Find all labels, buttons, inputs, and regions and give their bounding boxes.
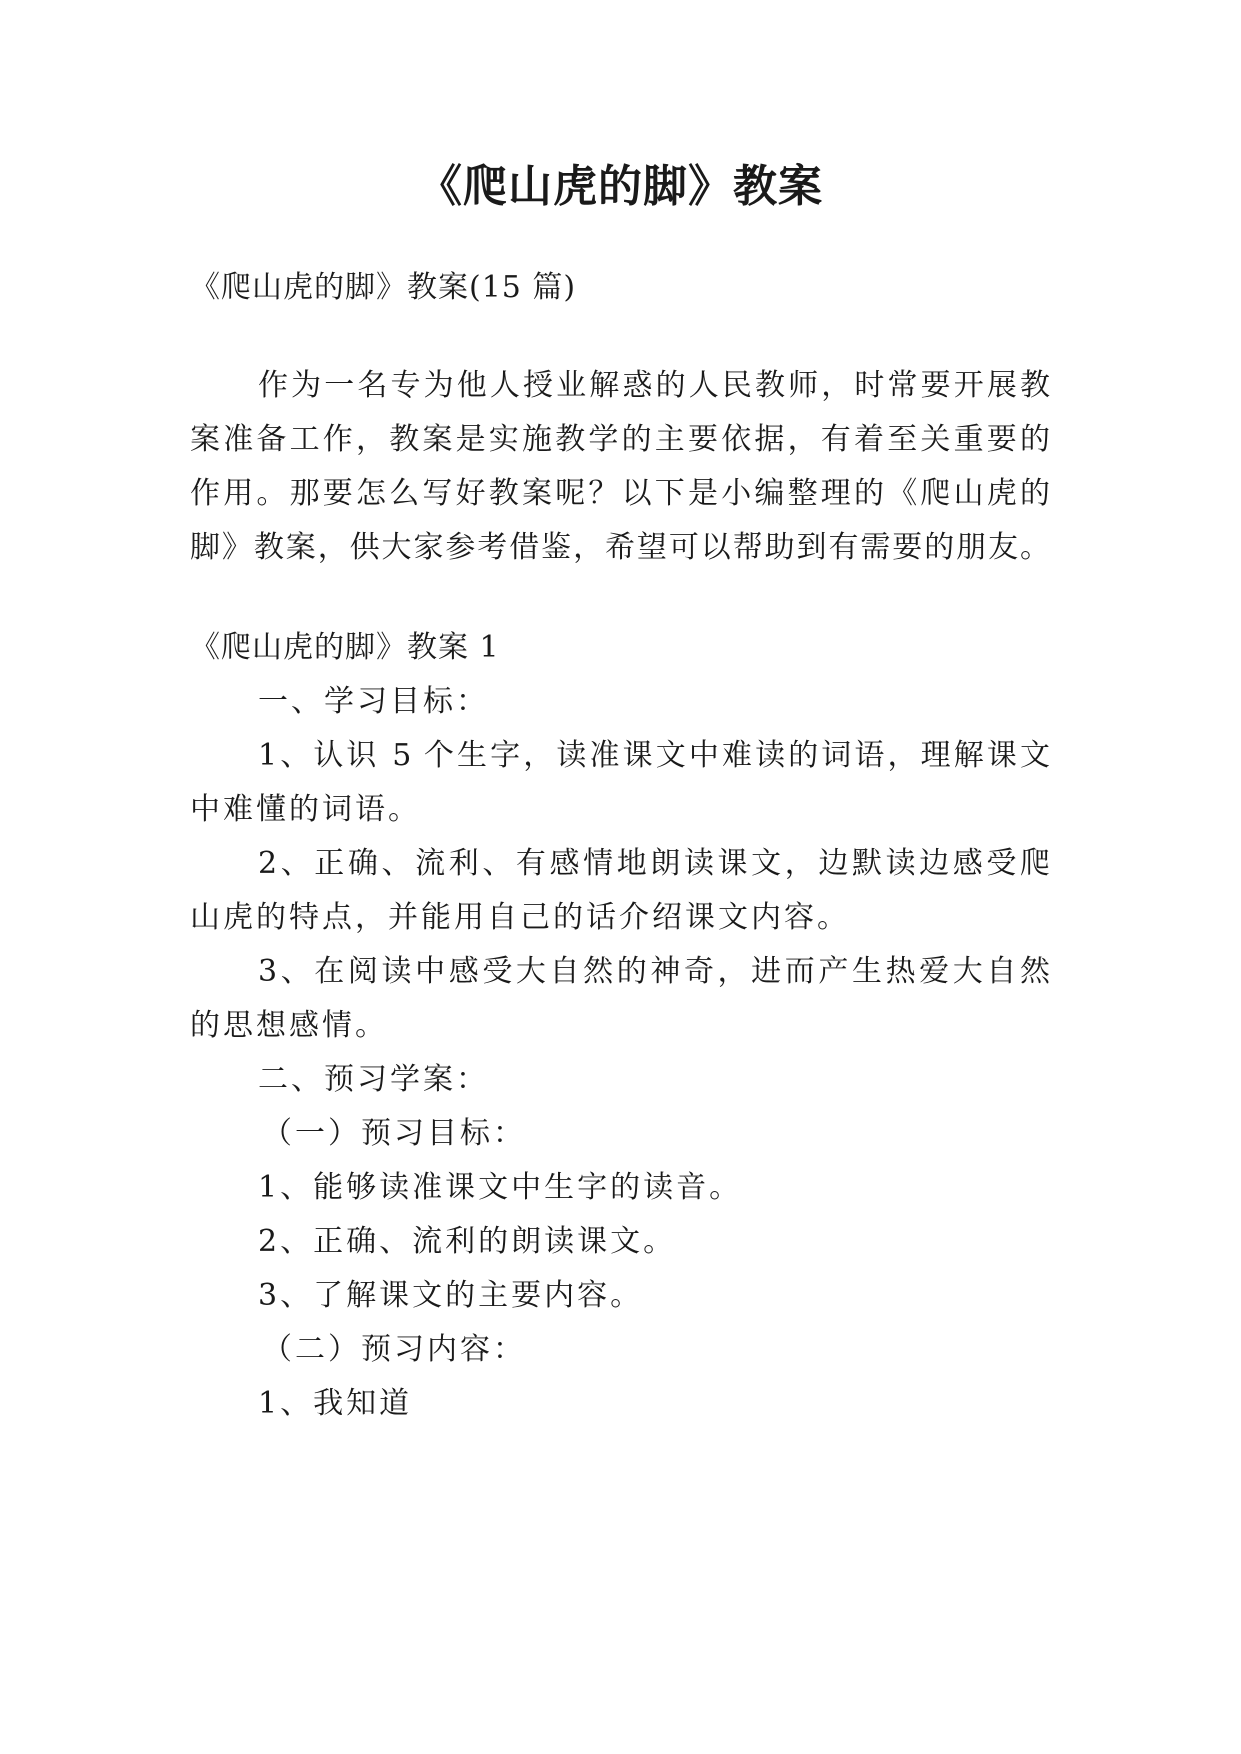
- section-heading: 《爬山虎的脚》教案 1: [190, 630, 500, 665]
- body-line-7: 的思想感情。: [190, 1008, 388, 1043]
- body-line-8: 二、预习学案：: [258, 1062, 489, 1097]
- document-title: 《爬山虎的脚》教案: [418, 161, 823, 212]
- body-line-2: 1、认识 5 个生字，读准课文中难读的词语，理解课文: [258, 738, 1050, 773]
- intro-line-2: 案准备工作，教案是实施教学的主要依据，有着至关重要的: [190, 422, 1050, 457]
- body-line-9: （一）预习目标：: [262, 1116, 526, 1151]
- body-line-11: 2、正确、流利的朗读课文。: [258, 1224, 677, 1259]
- body-line-14: 1、我知道: [258, 1386, 413, 1421]
- body-line-6: 3、在阅读中感受大自然的神奇，进而产生热爱大自然: [258, 954, 1050, 989]
- document-subtitle: 《爬山虎的脚》教案(15 篇): [190, 270, 577, 305]
- body-line-4: 2、正确、流利、有感情地朗读课文，边默读边感受爬: [258, 846, 1050, 881]
- body-line-1: 一、学习目标：: [258, 684, 489, 719]
- intro-line-1: 作为一名专为他人授业解惑的人民教师，时常要开展教: [258, 368, 1050, 403]
- body-line-10: 1、能够读准课文中生字的读音。: [258, 1170, 743, 1205]
- intro-line-4: 脚》教案，供大家参考借鉴，希望可以帮助到有需要的朋友。: [190, 530, 1050, 565]
- body-line-5: 山虎的特点，并能用自己的话介绍课文内容。: [190, 900, 850, 935]
- body-line-3: 中难懂的词语。: [190, 792, 421, 827]
- body-line-13: （二）预习内容：: [262, 1332, 526, 1367]
- body-line-12: 3、了解课文的主要内容。: [258, 1278, 644, 1313]
- intro-line-3: 作用。那要怎么写好教案呢？以下是小编整理的《爬山虎的: [190, 476, 1050, 511]
